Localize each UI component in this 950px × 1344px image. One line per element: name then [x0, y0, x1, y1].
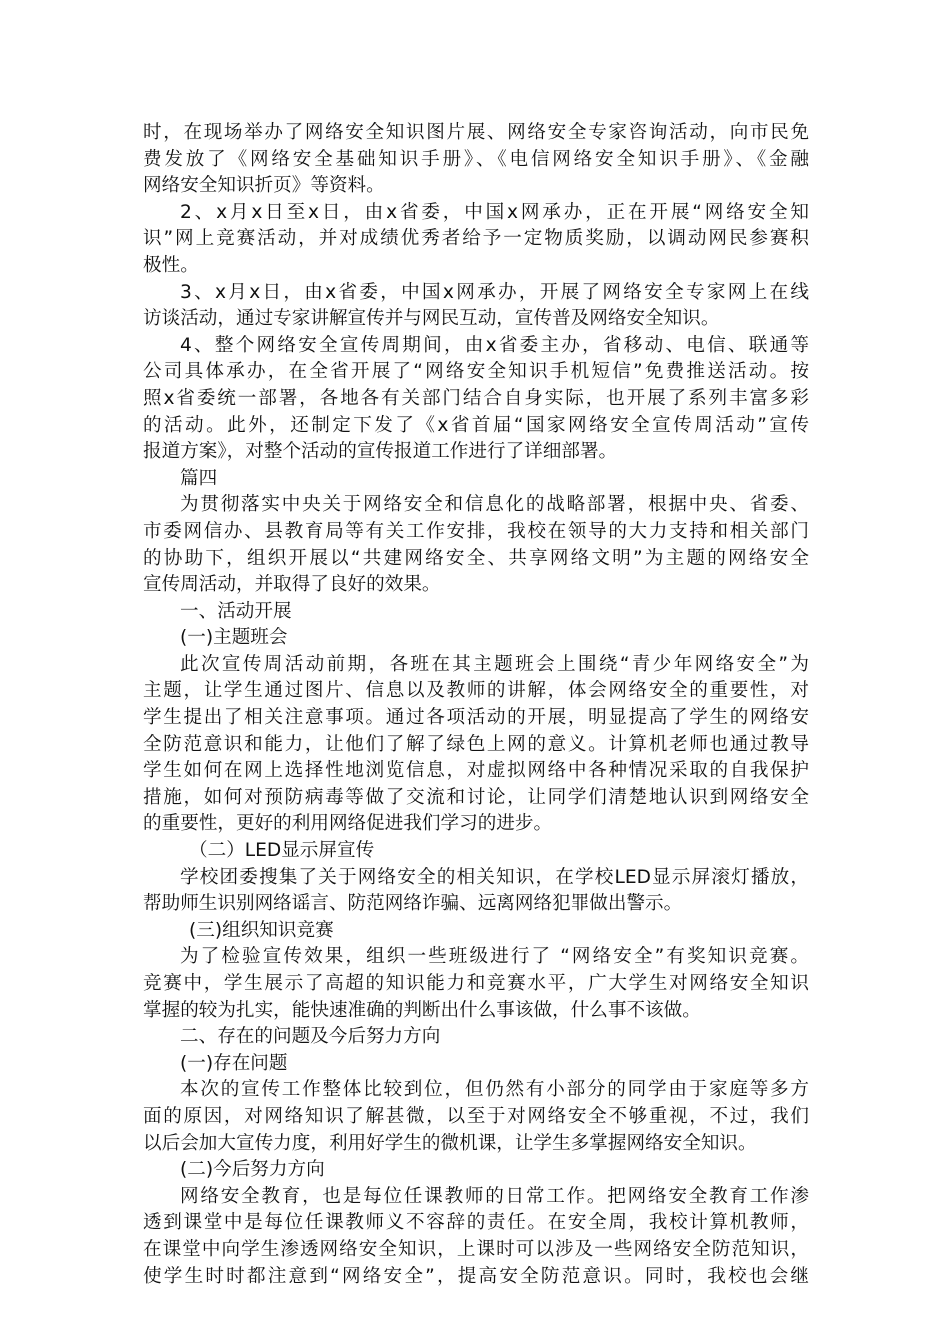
text-line: 3、x月x日，由x省委，中国x网承办，开展了网络安全专家网上在线 — [180, 281, 809, 303]
text-line: 使学生时时都注意到“网络安全”，提高安全防范意识。同时，我校也会继 — [143, 1265, 809, 1287]
text-line: (三)组织知识竞赛 — [189, 919, 334, 941]
text-line: 透到课堂中是每位任课教师义不容辞的责任。在安全周，我校计算机教师， — [143, 1212, 809, 1234]
text-line: 主题，让学生通过图片、信息以及教师的讲解，体会网络安全的重要性，对 — [143, 680, 809, 702]
text-line: (二)今后努力方向 — [180, 1159, 325, 1181]
text-line: 4、整个网络安全宣传周期间，由x省委主办，省移动、电信、联通等 — [180, 334, 809, 356]
text-line: 面的原因，对网络知识了解甚微，以至于对网络安全不够重视，不过，我们 — [143, 1105, 809, 1127]
text-line: 一、活动开展 — [180, 600, 292, 622]
text-line: 措施，如何对预防病毒等做了交流和讨论，让同学们清楚地认识到网络安全 — [143, 786, 809, 808]
text-line: 的协助下，组织开展以“共建网络安全、共享网络文明”为主题的网络安全 — [143, 547, 809, 569]
text-line: 时，在现场举办了网络安全知识图片展、网络安全专家咨询活动，向市民免 — [143, 122, 809, 143]
text-line: 公司具体承办，在全省开展了“网络安全知识手机短信”免费推送活动。按 — [143, 361, 809, 383]
text-line: 为贯彻落实中央关于网络安全和信息化的战略部署，根据中央、省委、 — [180, 494, 809, 516]
text-line: 照x省委统一部署，各地各有关部门结合自身实际，也开展了系列丰富多彩 — [143, 387, 809, 409]
text-line: 访谈活动，通过专家讲解宣传并与网民互动，宣传普及网络安全知识。 — [143, 308, 720, 330]
text-line: 在课堂中向学生渗透网络安全知识，上课时可以涉及一些网络安全防范知识， — [143, 1238, 809, 1260]
text-line: 帮助师生识别网络谣言、防范网络诈骗、远离网络犯罪做出警示。 — [143, 893, 683, 915]
text-line: 2、x月x日至x日，由x省委，中国x网承办，正在开展“网络安全知 — [180, 201, 809, 223]
text-line: 市委网信办、县教育局等有关工作安排，我校在领导的大力支持和相关部门 — [143, 520, 809, 542]
text-line: 宣传周活动，并取得了良好的效果。 — [143, 574, 441, 596]
text-line: 二、存在的问题及今后努力方向 — [180, 1026, 441, 1048]
text-line: 掌握的较为扎实，能快速准确的判断出什么事该做，什么事不该做。 — [143, 999, 701, 1021]
text-line: 此次宣传周活动前期，各班在其主题班会上围绕“青少年网络安全”为 — [180, 653, 809, 675]
text-line: 的重要性，更好的利用网络促进我们学习的进步。 — [143, 813, 553, 835]
text-line: 识”网上竞赛活动，并对成绩优秀者给予一定物质奖励，以调动网民参赛积 — [143, 228, 809, 250]
text-line: 报道方案》，对整个活动的宣传报道工作进行了详细部署。 — [143, 441, 618, 463]
text-line: 学生如何在网上选择性地浏览信息，对虚拟网络中各种情况采取的自我保护 — [143, 760, 809, 782]
text-line: （二）LED显示屏宣传 — [189, 840, 375, 862]
text-line: 费发放了《网络安全基础知识手册》、《电信网络安全知识手册》、《金融 — [143, 148, 809, 170]
text-line: 学生提出了相关注意事项。通过各项活动的开展，明显提高了学生的网络安 — [143, 707, 809, 729]
text-line: (一)存在问题 — [180, 1052, 288, 1074]
document-body — [143, 120, 809, 1290]
text-line: 全防范意识和能力，让他们了解了绿色上网的意义。计算机老师也通过教导 — [143, 733, 809, 755]
text-line: 篇四 — [180, 467, 218, 489]
text-line: 网络安全教育，也是每位任课教师的日常工作。把网络安全教育工作渗 — [180, 1185, 809, 1207]
text-line: 极性。 — [143, 254, 199, 276]
text-line: 以后会加大宣传力度，利用好学生的微机课，让学生多掌握网络安全知识。 — [143, 1132, 757, 1154]
text-line: 的活动。此外，还制定下发了《x省首届“国家网络安全宣传周活动”宣传 — [143, 414, 809, 436]
text-line: (一)主题班会 — [180, 627, 288, 649]
text-line: 网络安全知识折页》等资料。 — [143, 175, 385, 197]
text-line: 本次的宣传工作整体比较到位，但仍然有小部分的同学由于家庭等多方 — [180, 1079, 809, 1101]
text-line: 为了检验宣传效果，组织一些班级进行了 “网络安全”有奖知识竞赛。 — [180, 946, 809, 968]
text-line: 学校团委搜集了关于网络安全的相关知识，在学校LED显示屏滚灯播放， — [180, 866, 809, 888]
text-line: 竞赛中，学生展示了高超的知识能力和竞赛水平，广大学生对网络安全知识 — [143, 973, 809, 994]
